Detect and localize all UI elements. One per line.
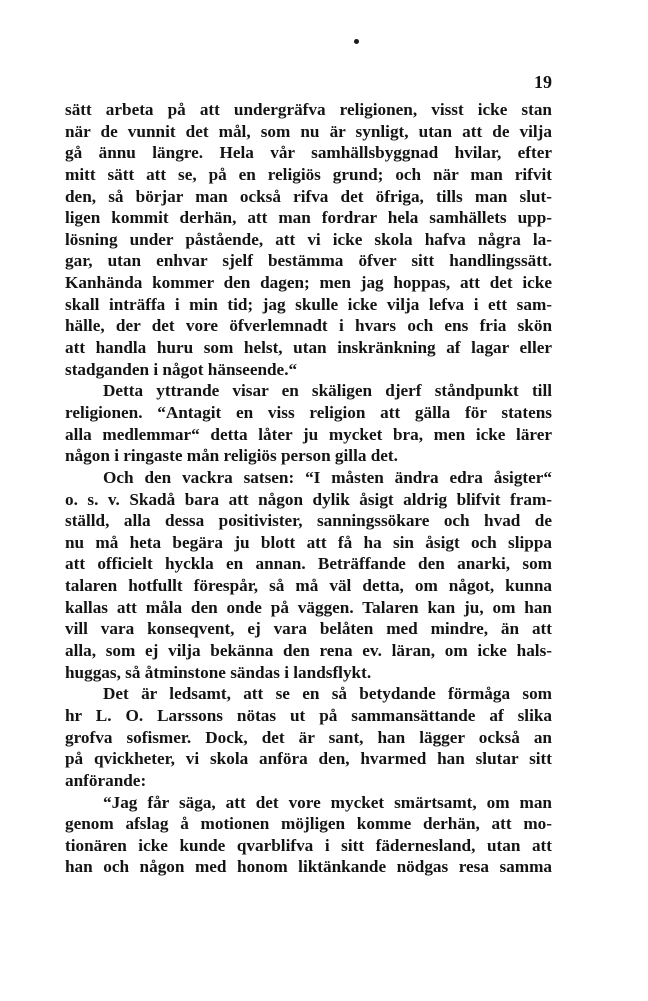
text-line: ställd, alla dessa positivister, sanningssökare och hvad de <box>65 511 552 531</box>
text-line: grofva sofismer. Dock, det är sant, han lägger också an <box>65 727 552 747</box>
text-line: huggas, så åtminstone sändas i landsflykt. <box>65 662 372 682</box>
body-text <box>65 99 552 878</box>
text-line: genom afslag å motionen möjligen komme derhän, att mo- <box>65 814 552 834</box>
text-line: någon i ringaste mån religiös person gilla det. <box>65 446 398 466</box>
text-line: alla, som ej vilja bekänna den rena ev. läran, om icke hals- <box>65 641 552 661</box>
text-line: när de vunnit det mål, som nu är synligt, utan att de vilja <box>65 121 552 141</box>
text-line: Kanhända kommer den dagen; men jag hoppas, att det icke <box>65 273 552 293</box>
text-line: ligen kommit derhän, att man fordrar hela samhällets upp- <box>65 208 552 228</box>
text-line: sätt arbeta på att undergräfva religionen, visst icke stan <box>65 100 552 119</box>
text-line: Det är ledsamt, att se en så betydande förmåga som <box>103 684 552 704</box>
text-line: tionären icke kunde qvarblifva i sitt fädernesland, utan att <box>65 835 552 855</box>
text-line: den, så börjar man också rifva det öfriga, tills man slut- <box>65 186 552 206</box>
text-line: alla medlemmar“ detta låter ju mycket bra, men icke lärer <box>65 424 552 444</box>
text-line: nu må heta begära ju blott att få ha sin åsigt och slippa <box>65 532 552 552</box>
text-line: Detta yttrande visar en skäligen djerf ståndpunkt till <box>103 381 552 401</box>
text-line: skall inträffa i min tid; jag skulle icke vilja lefva i ett sam- <box>65 294 552 314</box>
ink-speck <box>354 39 359 44</box>
page-number: 19 <box>534 72 552 92</box>
text-line: Och den vackra satsen: “I måsten ändra edra åsigter“ <box>103 467 552 487</box>
text-line: vill vara konseqvent, ej vara belåten med mindre, än att <box>65 619 552 639</box>
text-line: hr L. O. Larssons nötas ut på sammansättande af slika <box>65 705 552 725</box>
text-line: anförande: <box>65 770 147 790</box>
text-line: o. s. v. Skadå bara att någon dylik åsigt aldrig blifvit fram- <box>65 489 552 509</box>
text-line: “Jag får säga, att det vore mycket smärtsamt, om man <box>103 792 552 812</box>
text-line: mitt sätt att se, på en religiös grund; och när man rifvit <box>65 164 552 184</box>
text-line: på qvickheter, vi skola anföra den, hvarmed han slutar sitt <box>65 749 552 769</box>
text-line: han och någon med honom liktänkande nödgas resa samma <box>65 857 552 877</box>
text-line: kallas att måla den onde på väggen. Talaren kan ju, om han <box>65 597 552 617</box>
text-line: lösning under påstående, att vi icke skola hafva några la- <box>65 229 552 249</box>
text-line: gar, utan enhvar sjelf bestämma öfver sitt handlingssätt. <box>65 251 552 271</box>
text-line: att officielt hyckla en annan. Beträffande den anarki, som <box>65 554 552 574</box>
text-line: att handla huru som helst, utan inskränkning af lagar eller <box>65 338 552 358</box>
text-line: stadganden i något hänseende.“ <box>65 359 298 379</box>
text-line: talaren hotfullt förespår, så må väl detta, om något, kunna <box>65 576 552 596</box>
text-line: hälle, der det vore öfverlemnadt i hvars och ens fria skön <box>65 316 552 336</box>
text-line: religionen. “Antagit en viss religion att gälla för statens <box>65 402 552 422</box>
text-line: gå ännu längre. Hela vår samhällsbyggnad hvilar, efter <box>65 143 552 163</box>
